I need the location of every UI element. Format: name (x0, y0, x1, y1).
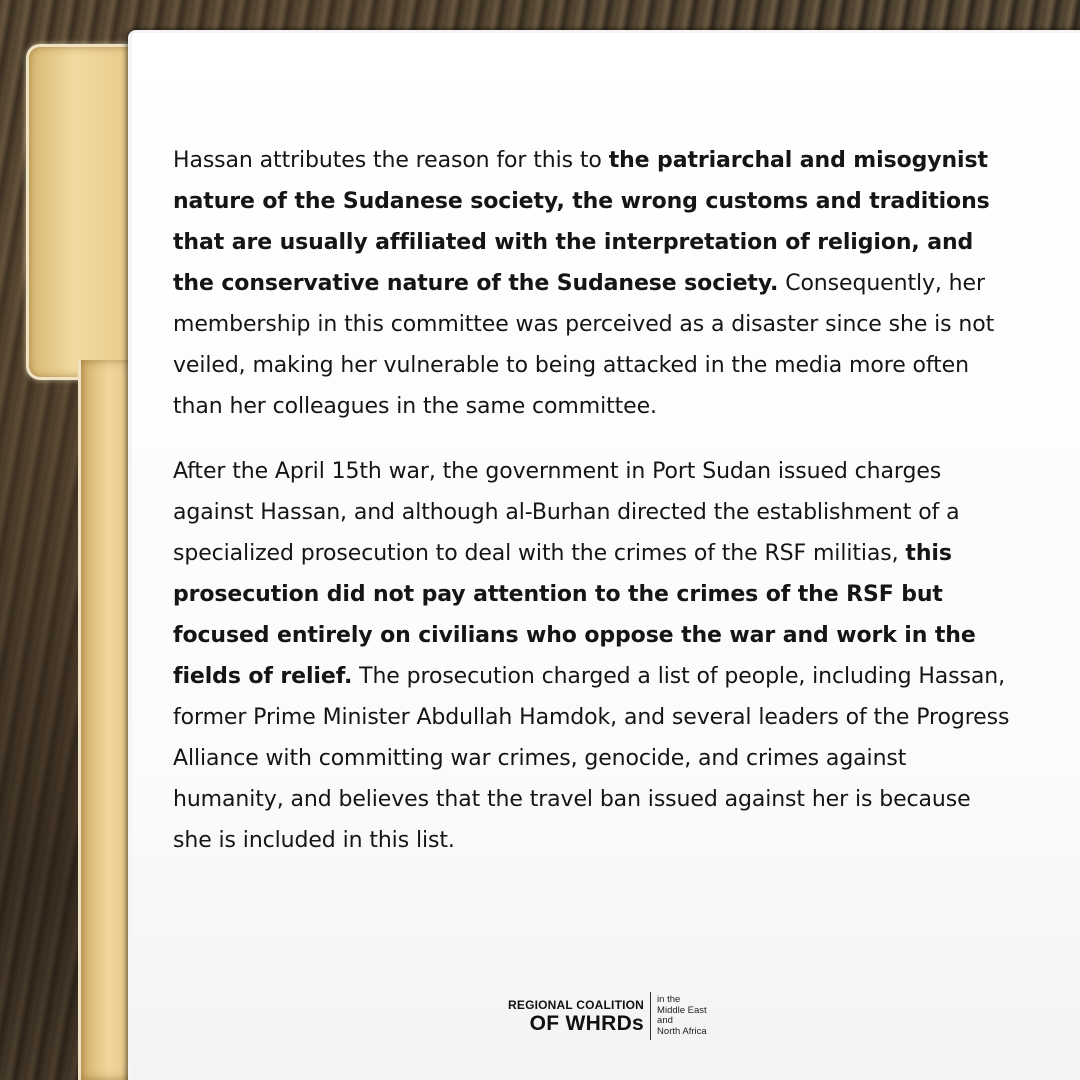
logo-region (651, 992, 707, 1040)
logo-region-line: and (657, 1015, 673, 1026)
paragraph-1 (173, 140, 1013, 427)
paragraph-2-emphasis: this prosecution did not pay attention to the crimes of the RSF but focused entirely on civilians who oppose the war and work in the fields of relief. (173, 541, 976, 689)
logo-region-line: Middle East (657, 1004, 707, 1016)
logo-region-line: North Africa (657, 1025, 707, 1037)
paragraph-2 (173, 451, 1013, 861)
logo-wordmark (508, 992, 651, 1040)
logo-region-line: in the (657, 994, 681, 1005)
paragraph-1-text: Hassan attributes the reason for this to (173, 148, 609, 173)
logo-line-2: OF WHRDs (529, 1011, 645, 1035)
paragraph-1-text-end: Consequently, her membership in this committee was perceived as a disaster since she is not veiled, making her vulnerable to being attacked in the media more often than her colleagues in the same committee. (173, 271, 995, 419)
paragraph-2-text: After the April 15th war, the government in Port Sudan issued charges against Hassan, and although al-Burhan directed the establishment of a specialized prosecution to deal with the crimes of the RSF militias, (173, 459, 960, 566)
organization-logo (508, 992, 707, 1040)
folder-tab (26, 44, 144, 380)
article-body (173, 140, 1013, 885)
paragraph-2-text-end: The prosecution charged a list of people, including Hassan, former Prime Minister Abdullah Hamdok, and several leaders of the Progress Alliance with committing war crimes, genocide, and crimes against humanity, and believes that the travel ban issued against her is because she is included in this list. (173, 664, 1010, 853)
paragraph-1-emphasis: the patriarchal and misogynist nature of the Sudanese society, the wrong customs and traditions that are usually affiliated with the interpretation of religion, and the conservative nature of the Sudanese society. (173, 148, 990, 296)
logo-line-1: REGIONAL COALITION (508, 997, 645, 1012)
